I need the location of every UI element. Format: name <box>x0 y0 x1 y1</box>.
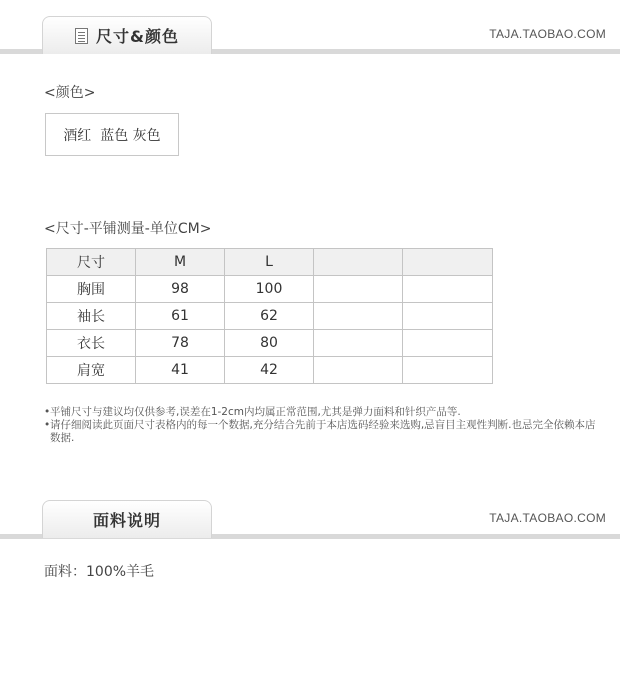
table-cell: 41 <box>136 357 225 384</box>
table-cell: 42 <box>225 357 314 384</box>
header-cell: L <box>225 249 314 276</box>
table-cell <box>403 303 493 330</box>
table-row <box>47 303 493 330</box>
size-label: <尺寸-平铺测量-单位CM> <box>44 221 212 237</box>
table-cell <box>314 330 403 357</box>
header-cell <box>314 249 403 276</box>
table-cell: 62 <box>225 303 314 330</box>
table-row <box>47 276 493 303</box>
table-cell: 胸围 <box>47 276 136 303</box>
table-header-row <box>47 249 493 276</box>
color-options-text: 酒红 蓝色 灰色 <box>63 127 161 144</box>
note-item <box>44 406 604 419</box>
header-cell: M <box>136 249 225 276</box>
table-row <box>47 357 493 384</box>
header-cell: 尺寸 <box>47 249 136 276</box>
note-text: 请仔细阅读此页面尺寸表格内的每一个数据,充分结合先前于本店选码经验来选购,忌盲目主观性判断.也忌完全依赖本店数据. <box>50 419 596 444</box>
table-cell: 98 <box>136 276 225 303</box>
color-options-box <box>45 113 179 156</box>
section-tab-size-color <box>42 16 212 54</box>
header-cell <box>403 249 493 276</box>
table-cell: 袖长 <box>47 303 136 330</box>
fabric-text: 面料：100%羊毛 <box>44 564 155 580</box>
table-row <box>47 330 493 357</box>
section-title: 尺寸&颜色 <box>96 27 179 46</box>
bullet-icon: • <box>44 406 51 418</box>
bullet-icon: • <box>44 419 51 431</box>
table-cell <box>314 276 403 303</box>
document-icon <box>75 28 88 44</box>
table-cell: 78 <box>136 330 225 357</box>
shop-url: TAJA.TAOBAO.COM <box>489 511 606 525</box>
table-cell: 80 <box>225 330 314 357</box>
table-cell <box>403 276 493 303</box>
shop-url: TAJA.TAOBAO.COM <box>489 27 606 41</box>
size-notes <box>44 406 604 445</box>
table-cell: 肩宽 <box>47 357 136 384</box>
section-tab-fabric <box>42 500 212 538</box>
note-item <box>44 419 604 445</box>
table-cell <box>314 357 403 384</box>
size-table <box>46 248 493 384</box>
section-title: 面料说明 <box>92 511 161 530</box>
note-text: 平铺尺寸与建议均仅供参考,误差在1-2cm内均属正常范围,尤其是弹力面料和针织产品等. <box>50 406 461 418</box>
table-cell: 衣长 <box>47 330 136 357</box>
color-label: <颜色> <box>44 85 96 101</box>
table-cell: 61 <box>136 303 225 330</box>
table-cell <box>403 330 493 357</box>
table-cell <box>314 303 403 330</box>
table-cell: 100 <box>225 276 314 303</box>
table-cell <box>403 357 493 384</box>
